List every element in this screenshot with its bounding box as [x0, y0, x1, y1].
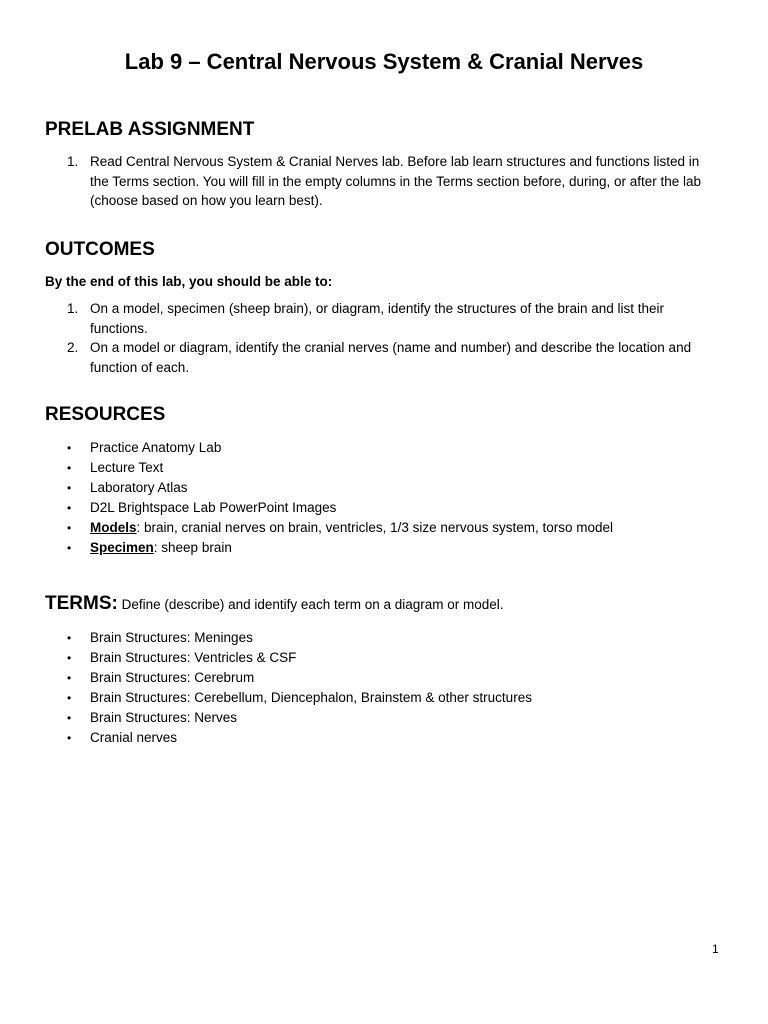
list-item-text: Brain Structures: Cerebellum, Diencephalon, Brainstem & other structures	[90, 690, 532, 705]
bullet-icon: •	[67, 731, 72, 745]
list-item	[45, 688, 725, 708]
list-item-text: On a model or diagram, identify the cranial nerves (name and number) and describe the location and function of each.	[90, 340, 692, 375]
bullet-icon: •	[67, 631, 72, 645]
list-number: 1.	[67, 154, 79, 169]
list-item-text: Cranial nerves	[90, 730, 178, 745]
bullet-icon: •	[67, 501, 72, 515]
list-item	[45, 708, 725, 728]
list-item-text: D2L Brightspace Lab PowerPoint Images	[90, 500, 337, 515]
bullet-icon: •	[67, 691, 72, 705]
outcomes-heading: OUTCOMES	[45, 239, 155, 260]
list-item-specimen	[45, 538, 725, 558]
list-item	[45, 458, 725, 478]
bullet-icon: •	[67, 481, 72, 495]
list-item	[45, 668, 725, 688]
list-item	[45, 728, 725, 748]
specimen-text: : sheep brain	[153, 540, 232, 555]
resources-heading: RESOURCES	[45, 404, 166, 425]
bullet-icon: •	[67, 541, 72, 555]
bullet-icon: •	[67, 521, 72, 535]
bullet-icon: •	[67, 651, 72, 665]
page-title: Lab 9 – Central Nervous System & Cranial Nerves	[124, 49, 644, 74]
prelab-heading: PRELAB ASSIGNMENT	[45, 119, 255, 140]
outcomes-intro: By the end of this lab, you should be able to:	[45, 274, 333, 289]
bullet-icon: •	[67, 461, 72, 475]
list-item	[45, 152, 715, 211]
terms-heading-line	[45, 593, 504, 615]
terms-description: Define (describe) and identify each term on a diagram or model.	[117, 597, 504, 612]
list-item-text: Brain Structures: Ventricles & CSF	[90, 650, 297, 665]
list-item-text: On a model, specimen (sheep brain), or diagram, identify the structures of the brain and list their functions.	[90, 301, 665, 336]
list-item-text: Read Central Nervous System & Cranial Nerves lab. Before lab learn structures and functions listed in the Terms section. You will fill in the empty columns in the Terms section before, during, or after the lab (choose based on how you learn best).	[90, 154, 702, 208]
bullet-icon: •	[67, 441, 72, 455]
list-item-text: Practice Anatomy Lab	[90, 440, 222, 455]
bullet-icon: •	[67, 711, 72, 725]
terms-heading: TERMS:	[45, 593, 118, 614]
list-item-text: Laboratory Atlas	[90, 480, 188, 495]
list-item	[45, 438, 725, 458]
page-number: 1	[712, 942, 719, 956]
list-item-models	[45, 518, 725, 538]
specimen-label: Specimen	[90, 540, 154, 555]
terms-list	[45, 628, 725, 748]
prelab-list	[45, 152, 715, 211]
list-item-text: Brain Structures: Meninges	[90, 630, 253, 645]
list-item-text: Brain Structures: Cerebrum	[90, 670, 255, 685]
bullet-icon: •	[67, 671, 72, 685]
outcomes-list	[45, 299, 715, 377]
list-number: 1.	[67, 301, 79, 316]
list-item	[45, 498, 725, 518]
resources-list	[45, 438, 725, 558]
list-item	[45, 628, 725, 648]
list-number: 2.	[67, 340, 79, 355]
list-item	[45, 648, 725, 668]
list-item	[45, 299, 715, 338]
models-text: : brain, cranial nerves on brain, ventricles, 1/3 size nervous system, torso model	[136, 520, 613, 535]
models-label: Models	[90, 520, 137, 535]
list-item-text: Lecture Text	[90, 460, 164, 475]
list-item	[45, 338, 715, 377]
list-item	[45, 478, 725, 498]
list-item-text: Brain Structures: Nerves	[90, 710, 238, 725]
